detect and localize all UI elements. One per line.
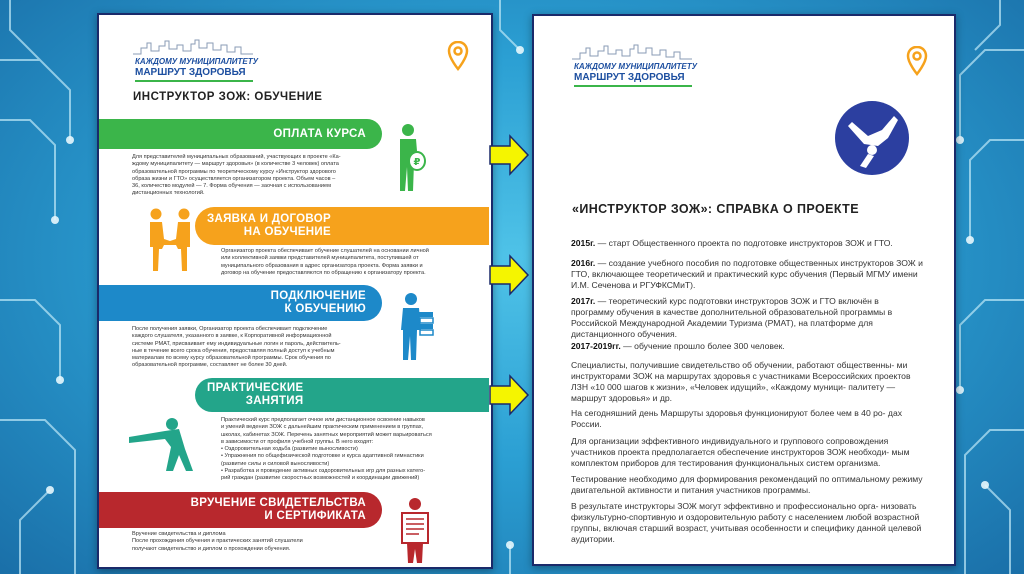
section-heading-line2: К ОБУЧЕНИЮ: [284, 303, 366, 315]
paragraph-organization: Для организации эффективного индивидуального и группового сопровождения участников проекта предполагается обеспечение инструкторов ЗОЖ необходи- мым комплектом приборов для тестирования функциональных систем организма.: [571, 436, 910, 468]
section-heading: [191, 497, 366, 523]
text-line: дистанционных технологий.: [132, 190, 205, 197]
paragraph-2015: [571, 238, 923, 249]
paragraph-routes: На сегодняшний день Маршруты здоровья функционируют более чем в 40 ро- дах России.: [571, 408, 903, 429]
city-skyline-icon: [133, 39, 253, 55]
section-heading: [271, 290, 366, 316]
text-line: образовательной программы по теоретическому курсу «Инструктор здорового: [132, 168, 336, 175]
text-line: Вручение свидетельства и диплома: [132, 531, 226, 537]
person-with-certificate-icon: [399, 497, 435, 565]
section-text-connection: [132, 326, 394, 370]
text-line: ные в течение всего срока обучения, предоставляя полный доступ к учебным: [132, 347, 335, 354]
logo-line2: МАРШРУТ ЗДОРОВЬЯ: [574, 72, 685, 83]
text-line: и умений ведения ЗОЖ с дальнейшим практическим применением в группах,: [221, 424, 424, 431]
text-line: материалам по всему курсу образовательной программы. Срок обучения по: [132, 355, 331, 362]
paragraph-specialists: Специалисты, получившие свидетельство об обучении, работают общественны- ми инструкторами ЗОЖ на маршрутах здоровья с участниками Всероссийских проектов ЛЗН «10 000 шагов к жизни», «Человек идущий», «Каждому муници- палитету — маршрут здоровья» и др.: [571, 360, 911, 403]
section-banner-payment: [99, 119, 382, 149]
section-heading-line2: И СЕРТИФИКАТА: [264, 510, 366, 522]
logo-line1: КАЖДОМУ МУНИЦИПАЛИТЕТУ: [574, 62, 698, 71]
text-line: ждому муниципалитету — маршрут здоровья» (в количестве 3 человек) оплата: [132, 161, 339, 168]
text-line: Практический курс предполагает очное или дистанционное освоение навыков: [221, 417, 425, 423]
section-heading: ОПЛАТА КУРСА: [273, 127, 366, 140]
right-document-page: [532, 14, 956, 566]
handshake-icon: [145, 207, 195, 273]
text-line: в зависимости от профиля учебной группы. В него входят:: [221, 438, 374, 445]
city-skyline-icon: [572, 44, 692, 60]
paragraph-2016: [571, 258, 923, 291]
section-heading-line1: ПОДКЛЮЧЕНИЕ: [270, 290, 366, 302]
text-line: образовательной программе, составляет не более 30 дней.: [132, 362, 288, 369]
section-text-payment: [132, 154, 394, 198]
arrow-right-icon: [488, 134, 530, 176]
arrow-right-icon: [488, 374, 530, 416]
text-line: или коллективной заявки представителей муниципалитета, поступившей от: [221, 255, 419, 262]
section-banner-certificate: [99, 492, 382, 528]
paragraph-result: В результате инструкторы ЗОЖ могут эффективно и профессионально орга- низовать физкультурно-спортивную и оздоровительную работу с населением любой возрастной группы, включая старший возраст, учитывая особенности и специфику данной целевой аудитории.: [571, 501, 922, 544]
stretching-person-icon: [127, 415, 199, 473]
text-line: После получения заявки, Организатор проекта обеспечивает подключение: [132, 326, 328, 332]
text-line: • Оздоровительная ходьба (развитие выносливости): [221, 446, 358, 453]
person-with-money-bag-icon: [396, 123, 426, 193]
text-line: каждого слушателя, указанного в заявке, к Корпоративной информационной: [132, 333, 332, 340]
page-title: ИНСТРУКТОР ЗОЖ: ОБУЧЕНИЕ: [133, 91, 323, 103]
logo-line2: МАРШРУТ ЗДОРОВЬЯ: [135, 67, 246, 78]
location-pin-icon: [906, 46, 928, 76]
section-heading: [207, 213, 331, 239]
text-line: • Разработка и проведение активных оздоровительных игр для разных катего-: [221, 468, 426, 475]
text-line: (развитие силы и силовой выносливости): [221, 460, 330, 467]
section-heading-line2: НА ОБУЧЕНИЕ: [243, 226, 331, 238]
year-label: 2017г.: [571, 296, 596, 306]
person-carrying-books-icon: [397, 292, 437, 362]
paragraph-text: — обучение прошло более 300 человек.: [620, 341, 785, 351]
logo-underline: [135, 80, 253, 82]
paragraph-2017: [571, 296, 923, 340]
paragraph-testing: Тестирование необходимо для формирования рекомендаций по оптимальному режиму двигательной активности и питания участников программы.: [571, 474, 923, 495]
logo-underline: [574, 85, 692, 87]
section-heading-line1: ЗАЯВКА И ДОГОВОР: [207, 213, 331, 225]
section-text-application: [221, 248, 483, 277]
text-line: рий граждан (развитие скоростных возможностей и координации движений): [221, 475, 420, 482]
year-label: 2017-2019гг.: [571, 341, 621, 351]
text-line: Организатор проекта обеспечивает обучение слушателей на основании личной: [221, 248, 429, 254]
paragraph-text: — теоретический курс подготовки инструкторов ЗОЖ и ГТО включён в программу обучения в качестве дополнительной образовательной программы в Российской Международной Академии Туризма (РМАТ), на платформе для дистанционного обучения.: [571, 296, 893, 339]
breakdancer-icon: [834, 100, 910, 176]
text-line: Для представителей муниципальных образований, участвующих в проекте «Ка-: [132, 154, 341, 160]
text-line: системе РМАТ, присваивает ему индивидуальные логин и пароль, действитель-: [132, 340, 341, 347]
section-heading-line1: ВРУЧЕНИЕ СВИДЕТЕЛЬСТВА: [190, 497, 366, 509]
text-line: школах, кабинетах ЗОЖ. Перечень занятных мероприятий может варьироваться: [221, 431, 432, 438]
paragraph-text: — создание учебного пособия по подготовке общественных инструкторов ЗОЖ и ГТО, включающее теоретический и практический курс обучения (Первый МГМУ имени И.М. Сеченова и РГУФКСМиТ).: [571, 258, 923, 290]
paragraph-2017-2019: [571, 341, 923, 352]
page-title: «ИНСТРУКТОР ЗОЖ»: СПРАВКА О ПРОЕКТЕ: [572, 202, 859, 216]
text-line: • Упражнения по общефизической подготовке и курса адаптивной гимнастики: [221, 453, 424, 460]
text-line: получают свидетельство и диплом о прохождении обучения.: [132, 545, 291, 552]
year-label: 2016г.: [571, 258, 596, 268]
section-banner-connection: [99, 285, 382, 321]
section-banner-practice: [195, 378, 489, 412]
text-line: договор на обучение предоставляются по обращению к организатору проекта.: [221, 269, 426, 276]
logo: [572, 44, 702, 96]
text-line: 36, количество модулей — 7. Форма обучения — заочная с использованием: [132, 183, 331, 190]
text-line: После прохождения обучения и практических занятий слушатели: [132, 538, 303, 545]
section-heading-line2: ЗАНЯТИЯ: [245, 395, 304, 407]
text-line: муниципального образования в адрес организатора проекта. Форма заявки и: [221, 262, 423, 269]
left-document-page: [97, 13, 493, 569]
paragraph-text: — старт Общественного проекта по подготовке инструкторов ЗОЖ и ГТО.: [595, 238, 893, 248]
logo-line1: КАЖДОМУ МУНИЦИПАЛИТЕТУ: [135, 57, 259, 66]
section-heading-line1: ПРАКТИЧЕСКИЕ: [207, 382, 304, 394]
section-banner-application: [195, 207, 489, 245]
year-label: 2015г.: [571, 238, 596, 248]
logo: [133, 39, 263, 91]
text-line: образа жизни и ГТО» осуществляется организатором проекта. Объем часов –: [132, 175, 336, 182]
section-text-certificate: [132, 531, 394, 553]
svg-text:₽: ₽: [413, 157, 421, 168]
section-text-practice: [221, 417, 483, 483]
arrow-right-icon: [488, 254, 530, 296]
section-heading: [207, 382, 303, 408]
location-pin-icon: [447, 41, 469, 71]
